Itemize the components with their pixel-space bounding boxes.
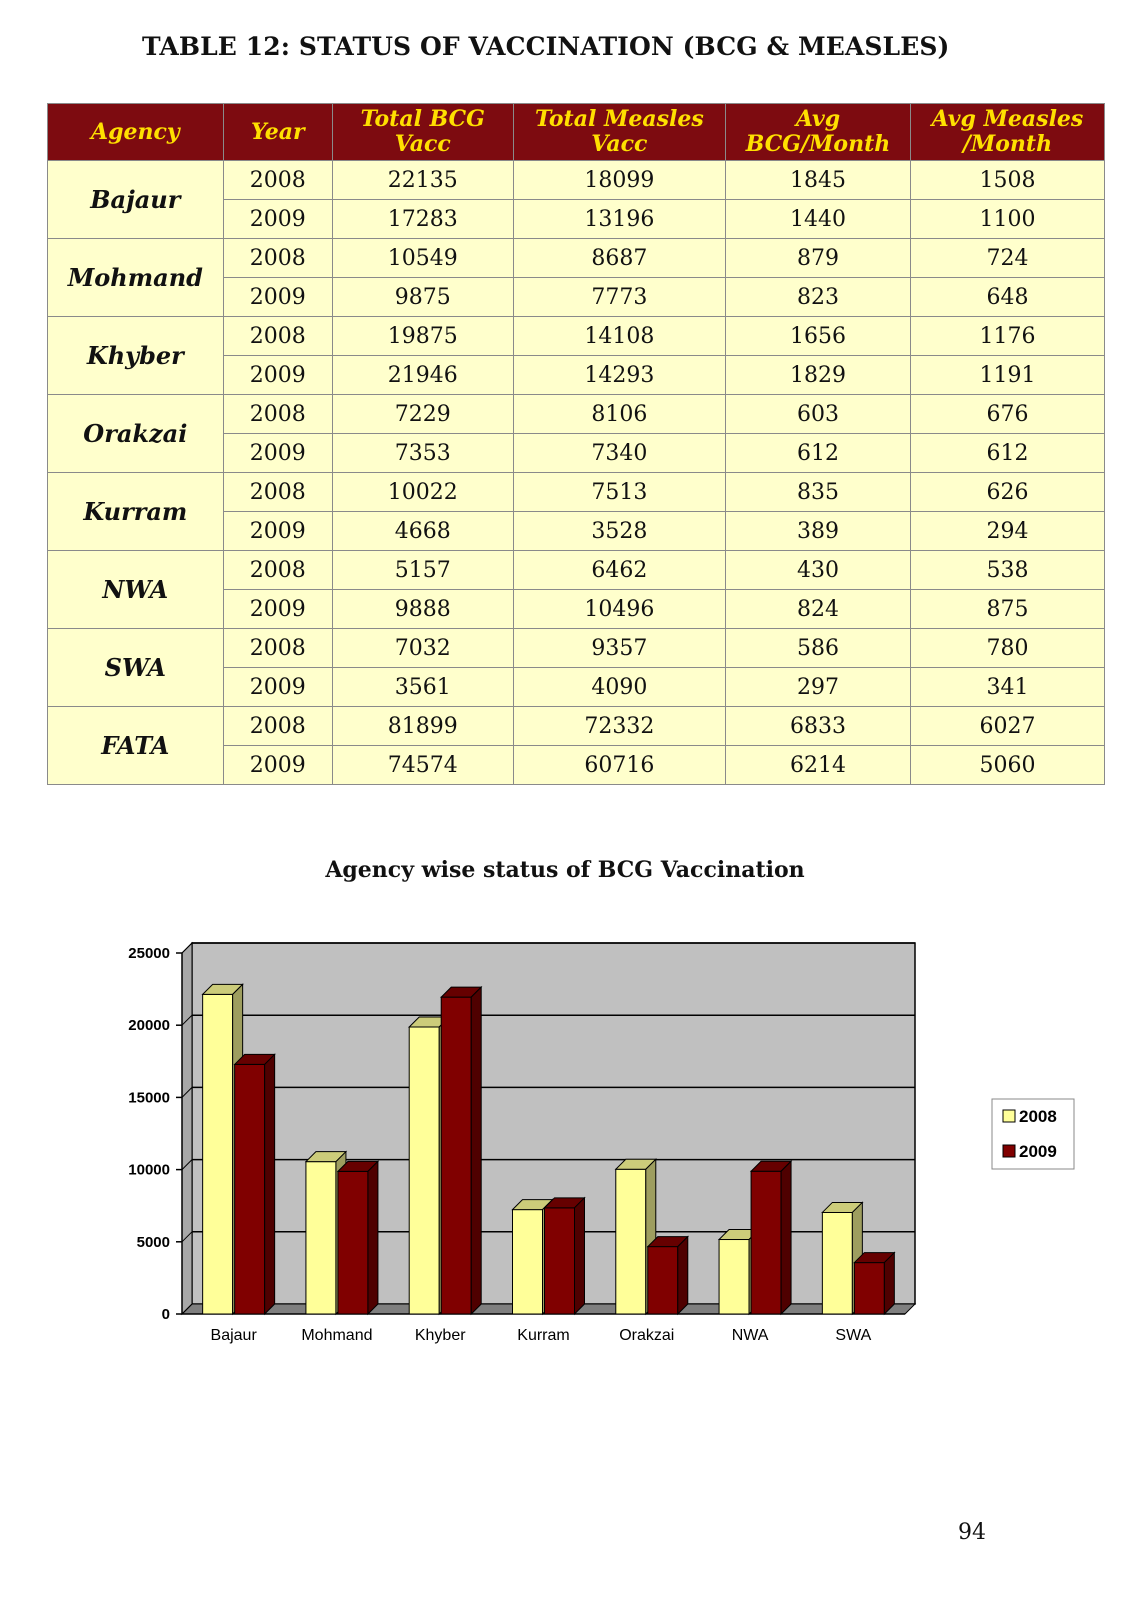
bar [648, 1237, 688, 1314]
table-cell: 1191 [910, 356, 1104, 395]
table-cell: 2008 [223, 707, 332, 746]
table-cell: 7032 [332, 629, 513, 668]
table-cell: 5157 [332, 551, 513, 590]
agency-cell: NWA [48, 551, 224, 629]
bar [235, 1054, 275, 1314]
bar-front [648, 1247, 678, 1314]
x-tick-label: SWA [835, 1327, 872, 1344]
x-tick-label: Bajaur [210, 1327, 257, 1344]
legend-swatch [1003, 1110, 1015, 1122]
bar-side [471, 987, 481, 1314]
table-header-cell: Agency [48, 104, 224, 161]
agency-cell: Orakzai [48, 395, 224, 473]
bar-front [751, 1171, 781, 1314]
agency-cell: Bajaur [48, 161, 224, 239]
table-cell: 879 [726, 239, 911, 278]
table-cell: 6214 [726, 746, 911, 785]
table-row [48, 395, 1105, 434]
bar [751, 1161, 791, 1314]
table-cell: 835 [726, 473, 911, 512]
table-cell: 2008 [223, 473, 332, 512]
bar-front [513, 1210, 543, 1314]
table-cell: 612 [726, 434, 911, 473]
document-title: TABLE 12: STATUS OF VACCINATION (BCG & MEASLES) [142, 32, 950, 61]
bar-front [822, 1212, 852, 1314]
table-cell: 586 [726, 629, 911, 668]
table-cell: 430 [726, 551, 911, 590]
bar-front [545, 1208, 575, 1314]
table-header-cell: Avg Measles /Month [910, 104, 1104, 161]
table-cell: 3528 [513, 512, 725, 551]
table-cell: 60716 [513, 746, 725, 785]
table-cell: 7353 [332, 434, 513, 473]
table-cell: 341 [910, 668, 1104, 707]
table-cell: 5060 [910, 746, 1104, 785]
vaccination-table [47, 103, 1105, 785]
table-row [48, 161, 1105, 200]
bar-front [616, 1169, 646, 1314]
bar-front [409, 1027, 439, 1314]
bar-front [719, 1240, 749, 1314]
x-tick-label: Kurram [517, 1327, 570, 1344]
bar-side [265, 1054, 275, 1314]
table-row [48, 629, 1105, 668]
bar [854, 1253, 894, 1314]
table-cell: 389 [726, 512, 911, 551]
table-cell: 297 [726, 668, 911, 707]
table-cell: 2009 [223, 278, 332, 317]
legend-label: 2009 [1019, 1142, 1057, 1161]
table-cell: 538 [910, 551, 1104, 590]
table-cell: 6833 [726, 707, 911, 746]
table-cell: 10549 [332, 239, 513, 278]
table-cell: 22135 [332, 161, 513, 200]
table-cell: 3561 [332, 668, 513, 707]
table-cell: 14293 [513, 356, 725, 395]
table-cell: 648 [910, 278, 1104, 317]
table-row [48, 551, 1105, 590]
table-cell: 18099 [513, 161, 725, 200]
agency-cell: Mohmand [48, 239, 224, 317]
bar-front [441, 997, 471, 1314]
x-tick-label: Khyber [414, 1327, 466, 1344]
table-cell: 7340 [513, 434, 725, 473]
agency-cell: SWA [48, 629, 224, 707]
table-cell: 1656 [726, 317, 911, 356]
table-cell: 823 [726, 278, 911, 317]
table-cell: 2009 [223, 590, 332, 629]
table-cell: 14108 [513, 317, 725, 356]
table-cell: 1829 [726, 356, 911, 395]
table-cell: 6027 [910, 707, 1104, 746]
table-cell: 19875 [332, 317, 513, 356]
bar-front [854, 1263, 884, 1314]
table-cell: 1176 [910, 317, 1104, 356]
table-cell: 2008 [223, 239, 332, 278]
table-cell: 2008 [223, 395, 332, 434]
y-tick-label: 5000 [136, 1233, 170, 1251]
table-cell: 2009 [223, 356, 332, 395]
table-cell: 2008 [223, 161, 332, 200]
table-cell: 7513 [513, 473, 725, 512]
table-cell: 72332 [513, 707, 725, 746]
table-cell: 294 [910, 512, 1104, 551]
bar-front [338, 1171, 368, 1314]
bar-side [781, 1161, 791, 1314]
table-cell: 875 [910, 590, 1104, 629]
table-cell: 8687 [513, 239, 725, 278]
table-cell: 2009 [223, 668, 332, 707]
bar [441, 987, 481, 1314]
table-cell: 6462 [513, 551, 725, 590]
bar-front [235, 1064, 265, 1314]
agency-cell: Kurram [48, 473, 224, 551]
table-cell: 21946 [332, 356, 513, 395]
bar-front [203, 994, 233, 1314]
x-tick-label: Mohmand [301, 1327, 373, 1344]
table-row [48, 239, 1105, 278]
table-row [48, 473, 1105, 512]
y-tick-label: 10000 [128, 1161, 170, 1179]
table-cell: 824 [726, 590, 911, 629]
y-tick-label: 20000 [128, 1017, 170, 1035]
x-tick-label: Orakzai [619, 1327, 675, 1344]
x-tick-label: NWA [731, 1327, 769, 1344]
bar [338, 1161, 378, 1314]
bar-side [575, 1198, 585, 1314]
table-cell: 10496 [513, 590, 725, 629]
table-cell: 13196 [513, 200, 725, 239]
table-header-cell: Total BCG Vacc [332, 104, 513, 161]
table-cell: 74574 [332, 746, 513, 785]
table-header-cell: Year [223, 104, 332, 161]
legend-label: 2008 [1019, 1107, 1057, 1126]
table-header-cell: Avg BCG/Month [726, 104, 911, 161]
table-cell: 2009 [223, 512, 332, 551]
table-cell: 7773 [513, 278, 725, 317]
legend-swatch [1003, 1145, 1015, 1157]
table-cell: 4090 [513, 668, 725, 707]
table-cell: 8106 [513, 395, 725, 434]
table-cell: 4668 [332, 512, 513, 551]
y-tick-label: 0 [161, 1306, 170, 1323]
table-cell: 7229 [332, 395, 513, 434]
table-cell: 2009 [223, 434, 332, 473]
table-cell: 9357 [513, 629, 725, 668]
table-cell: 17283 [332, 200, 513, 239]
legend [992, 1099, 1074, 1169]
bar [545, 1198, 585, 1314]
agency-cell: FATA [48, 707, 224, 785]
y-tick-label: 25000 [128, 945, 170, 962]
table-cell: 10022 [332, 473, 513, 512]
table-cell: 2008 [223, 317, 332, 356]
table-cell: 2009 [223, 746, 332, 785]
table-row [48, 317, 1105, 356]
table-cell: 9888 [332, 590, 513, 629]
page-number: 94 [958, 1520, 986, 1545]
table-cell: 9875 [332, 278, 513, 317]
table-cell: 1508 [910, 161, 1104, 200]
table-cell: 676 [910, 395, 1104, 434]
table-cell: 1100 [910, 200, 1104, 239]
table-row [48, 707, 1105, 746]
table-cell: 2008 [223, 551, 332, 590]
table-cell: 2008 [223, 629, 332, 668]
table-cell: 1440 [726, 200, 911, 239]
chart-side-wall [182, 943, 192, 1314]
bar-side [368, 1161, 378, 1314]
table-cell: 612 [910, 434, 1104, 473]
table-cell: 603 [726, 395, 911, 434]
bar-side [678, 1237, 688, 1314]
bar-front [306, 1162, 336, 1314]
agency-cell: Khyber [48, 317, 224, 395]
table-cell: 724 [910, 239, 1104, 278]
table-cell: 626 [910, 473, 1104, 512]
table-header-cell: Total Measles Vacc [513, 104, 725, 161]
bar-side [884, 1253, 894, 1314]
table-cell: 2009 [223, 200, 332, 239]
y-tick-label: 15000 [128, 1089, 170, 1107]
chart-title: Agency wise status of BCG Vaccination [325, 857, 805, 883]
table-cell: 780 [910, 629, 1104, 668]
bcg-bar-chart [100, 915, 1090, 1365]
table-cell: 1845 [726, 161, 911, 200]
table-cell: 81899 [332, 707, 513, 746]
